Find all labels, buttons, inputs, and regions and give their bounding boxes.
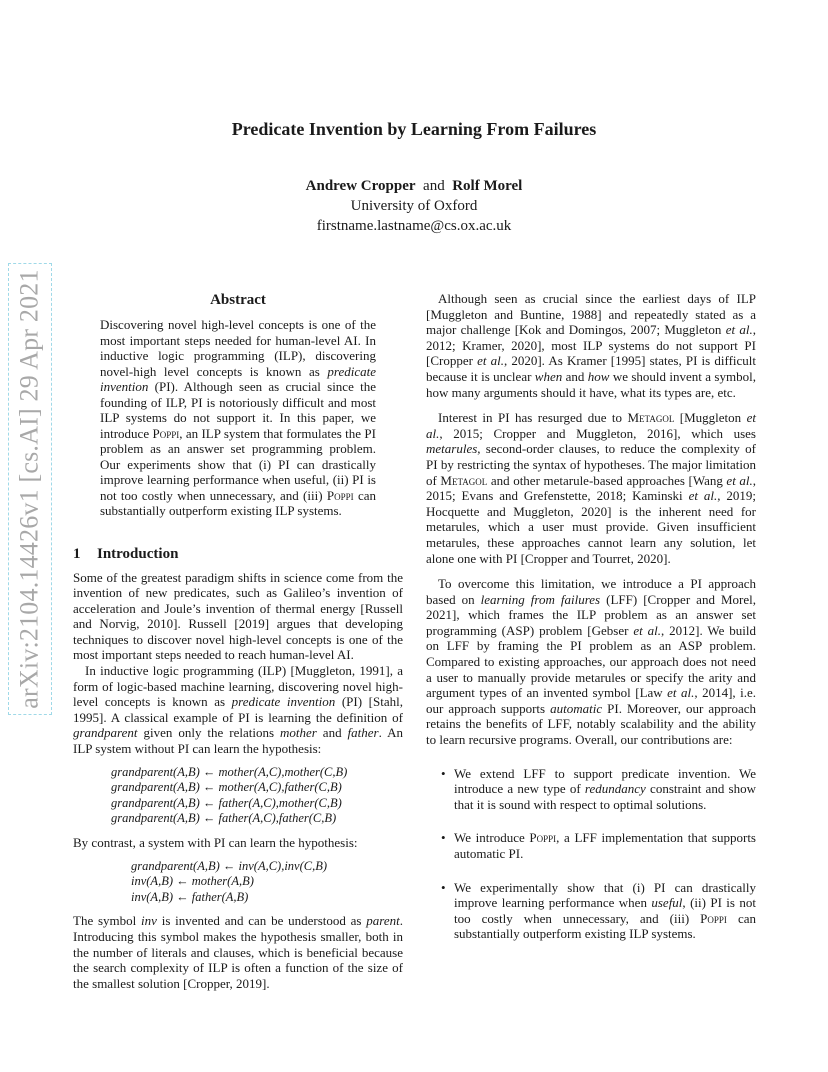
section-title: Introduction [97, 545, 179, 562]
emph: et al. [477, 353, 504, 369]
author-conjunction: and [423, 178, 445, 194]
emph: et al. [725, 322, 753, 338]
emph: et al. [667, 685, 695, 701]
clause: grandparent(A,B) ← father(A,C),mother(C,B) [111, 795, 342, 810]
bullet-icon: • [441, 830, 446, 846]
text-run: , 2012; Kramer, 2020], most ILP systems do not support PI [Cropper [426, 322, 756, 369]
text-run: can substantially outperform existing ILP systems. [454, 910, 756, 942]
emph: learning from failures [480, 591, 601, 607]
emph: how [587, 368, 610, 384]
author-line [0, 176, 828, 196]
text-run: Interest in PI has resurged due to [438, 410, 628, 426]
abstract-text: (PI). Although seen as crucial since the founding of ILP, PI is notoriously difficult and most ILP systems do not support it. In this paper, we introduce [100, 379, 376, 441]
clause: inv(A,B) ← mother(A,B) [131, 874, 254, 889]
section-number: 1 [73, 545, 81, 562]
emph: useful [651, 895, 683, 911]
paragraph [426, 410, 756, 566]
text-run: We extend LFF to support predicate invention. We introduce a new type of [454, 765, 756, 797]
author-cropper: Andrew Cropper [305, 178, 416, 194]
hypothesis-with-pi [131, 859, 403, 906]
author-block [0, 176, 828, 236]
clause: grandparent(A,B) ← mother(A,C),father(C,B) [111, 780, 342, 795]
email: firstname.lastname@cs.ox.ac.uk [316, 218, 512, 234]
text-run: constraint and show that it is sound with respect to optimal solutions. [454, 781, 757, 812]
right-column [426, 291, 756, 960]
paragraph [426, 576, 756, 748]
paper-title: Predicate Invention by Learning From Failures [231, 119, 597, 139]
system-name: Metagol [627, 410, 675, 426]
text-run: we should invent a symbol, how many arguments should it have, what its types are, etc. [426, 368, 756, 400]
system-name: Poppi [700, 910, 727, 926]
text-run: The symbol [73, 913, 142, 929]
text-run: . Introducing this symbol makes the hypothesis smaller, both in the number of literals and clauses, which is beneficial because the search complexity of ILP is often a function of the size of the smallest solution [Cropper, 2019]. [73, 913, 403, 991]
paragraph: By contrast, a system with PI can learn the hypothesis: [73, 835, 358, 850]
clause: grandparent(A,B) ← father(A,C),father(C,B) [111, 811, 337, 826]
clause: grandparent(A,B) ← inv(A,C),inv(C,B) [131, 858, 328, 873]
text-run: To overcome this limitation, we introduce a PI approach based on [426, 576, 756, 607]
arxiv-id: arXiv:2104.14426v1 [cs.AI] 29 Apr 2021 [15, 269, 44, 709]
list-item [426, 880, 756, 942]
text-run: , 2015; Evans and Grefenstette, 2018; Kaminski [426, 472, 756, 504]
emph: father [347, 725, 379, 741]
arxiv-sidebar-stamp [8, 263, 52, 715]
emph: redundancy [584, 781, 646, 797]
text-run: , 2012]. We build on LFF by framing the PI problem as an ASP problem. Compared to existing approaches, our approach does not need a user to manually provide metarules or specify the arity and argument types of an invented symbol [Law [426, 622, 756, 701]
paragraph [73, 663, 403, 757]
text-run: and other metarule-based approaches [Wang [487, 472, 727, 488]
spacer [426, 566, 756, 576]
text-run: , second-order clauses, to reduce the complexity of PI by restricting the syntax of hypotheses. The major limitation of [426, 441, 756, 488]
emph: inv [141, 913, 157, 929]
emph: et al. [633, 622, 661, 638]
paragraph [426, 291, 756, 400]
text-run: (PI) [Stahl, 1995]. A classical example of PI is learning the definition of [73, 694, 403, 725]
emph: metarules [426, 441, 478, 457]
bullet-icon: • [441, 879, 446, 895]
left-column [73, 291, 403, 991]
text-run: and [316, 725, 348, 741]
text-run: , (ii) PI is not too costly when unnecessary, and (iii) [454, 895, 756, 926]
text-run: given only the relations [137, 725, 280, 741]
list-item [426, 830, 756, 861]
hypothesis-without-pi [111, 765, 403, 827]
emph: grandparent [73, 725, 138, 741]
text-run: , a LFF implementation that supports automatic PI. [454, 830, 756, 861]
text-run: , 2019; Hocquette and Muggleton, 2020] is the inherent need for metarules, which a user must provide. Given insufficient metarules, these approaches cannot learn any solution, let alone one with PI [Cropper and Tourret, 2020]. [426, 488, 756, 566]
section-heading-introduction [73, 545, 403, 563]
abstract-body [100, 317, 376, 519]
abstract-text: can substantially outperform existing ILP systems. [100, 487, 376, 518]
emph: mother [280, 725, 317, 741]
text-run: . An ILP system without PI can learn the hypothesis: [73, 725, 403, 757]
abstract-emph: predicate invention [100, 363, 376, 394]
emph: when [534, 368, 563, 384]
clause: inv(A,B) ← father(A,B) [131, 889, 249, 904]
emph: automatic [550, 700, 603, 716]
author-morel: Rolf Morel [452, 178, 523, 194]
text-run: In inductive logic programming (ILP) [Muggleton, 1991], a form of logic-based machine learning, discovering novel high-level concepts is known as [73, 663, 403, 710]
text-run: is invented and can be understood as [156, 913, 367, 929]
paragraph: Some of the greatest paradigm shifts in science come from the invention of new predicates, such as Galileo’s invention of acceleration and Joule’s invention of thermal energy [Russell and Norvig, 2010]. Russell [2019] argues that developing techniques to discover novel high-level concepts is one of the most important steps needed to reach human-level AI. [73, 569, 403, 663]
emph: parent [366, 913, 400, 929]
emph: predicate invention [231, 694, 336, 710]
abstract-text: Discovering novel high-level concepts is one of the most important steps needed for human-level AI. In inductive logic programming (ILP), discovering novel-high level concepts is known as [100, 317, 376, 379]
abstract-heading: Abstract [210, 292, 266, 308]
text-run: We experimentally show that (i) PI can drastically improve learning performance when [454, 879, 756, 911]
text-run: [Muggleton [674, 410, 747, 426]
bullet-icon: • [441, 765, 446, 781]
spacer [426, 400, 756, 410]
system-name: Metagol [440, 472, 488, 488]
text-run: , 2020]. As Kramer [1995] states, PI is difficult because it is unclear [426, 353, 756, 384]
system-name: Poppi [529, 830, 557, 846]
system-name: Poppi [326, 487, 354, 503]
abstract-text: , an ILP system that formulates the PI problem as an answer set programming problem. Our experiments show that (i) PI can drastically improve learning performance when useful, (ii) PI is not too costly when unnecessary, and (iii) [100, 425, 376, 503]
emph: et al. [426, 410, 756, 441]
system-name: Poppi [152, 425, 180, 441]
clause: grandparent(A,B) ← mother(A,C),mother(C,B) [111, 764, 348, 779]
affiliation: University of Oxford [350, 198, 478, 214]
contributions-list [426, 766, 756, 942]
text-run: Although seen as crucial since the earliest days of ILP [Muggleton and Buntine, 1988] and repeatedly stated as a major challenge [Kok and Domingos, 2007; Muggleton [426, 291, 756, 338]
list-item [426, 766, 756, 813]
emph: et al. [688, 488, 718, 504]
text-run: and [562, 368, 588, 384]
emph: et al. [726, 472, 753, 488]
text-run: , 2015; Cropper and Muggleton, 2016], which uses [439, 425, 756, 441]
text-run: (LFF) [Cropper and Morel, 2021], which frames the ILP problem as an answer set programming (ASP) problem [Gebser [426, 591, 757, 638]
text-run: PI. Moreover, our approach retains the benefits of LFF, notably scalability and the ability to learn recursive programs. Overall, our contributions are: [426, 700, 757, 748]
text-run: , 2014], i.e. our approach supports [426, 685, 757, 716]
text-run: We introduce [454, 830, 530, 846]
paragraph [73, 913, 403, 991]
